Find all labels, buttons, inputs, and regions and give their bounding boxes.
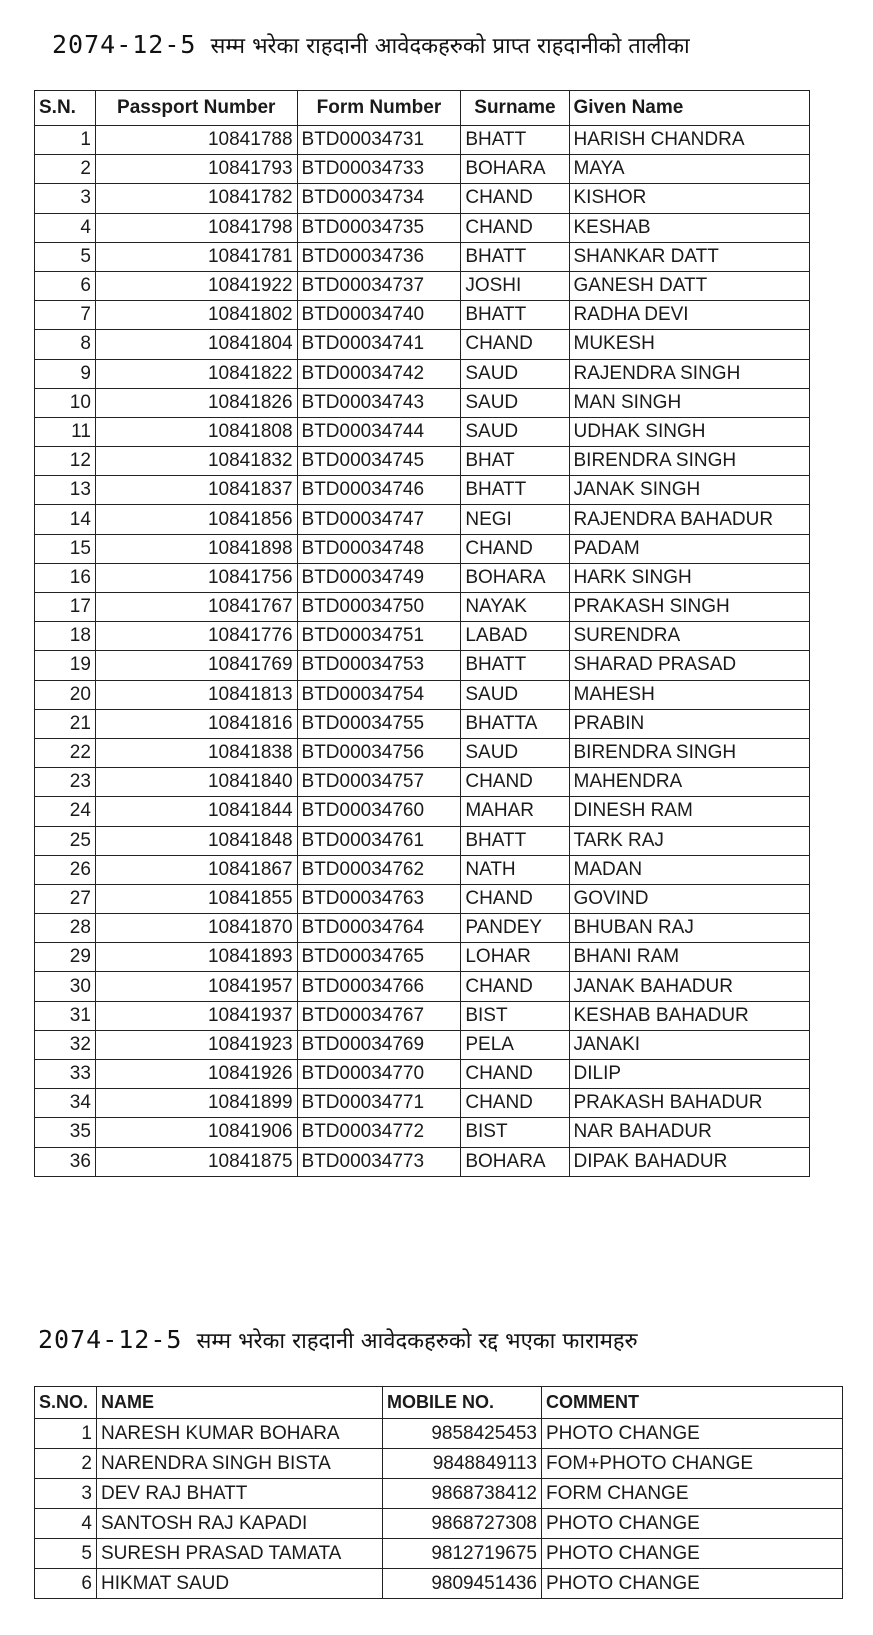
cell-form-number: BTD00034736 <box>297 242 461 271</box>
cell-sn: 9 <box>35 359 96 388</box>
cell-comment: FOM+PHOTO CHANGE <box>542 1449 843 1479</box>
table-row <box>35 1118 810 1147</box>
cell-form-number: BTD00034733 <box>297 155 461 184</box>
cell-given-name: MAHESH <box>569 680 810 709</box>
cell-surname: BHATT <box>461 826 569 855</box>
cell-passport-number: 10841906 <box>95 1118 297 1147</box>
cell-mobile-no: 9848849113 <box>383 1449 542 1479</box>
cell-given-name: GOVIND <box>569 884 810 913</box>
cell-passport-number: 10841893 <box>95 943 297 972</box>
cell-given-name: MAHENDRA <box>569 768 810 797</box>
table-row <box>35 126 810 155</box>
cell-sn: 11 <box>35 417 96 446</box>
cell-form-number: BTD00034767 <box>297 1001 461 1030</box>
cell-sn: 29 <box>35 943 96 972</box>
table-row <box>35 476 810 505</box>
table-row <box>35 155 810 184</box>
cell-form-number: BTD00034762 <box>297 855 461 884</box>
cell-given-name: BIRENDRA SINGH <box>569 447 810 476</box>
cell-passport-number: 10841844 <box>95 797 297 826</box>
cell-form-number: BTD00034746 <box>297 476 461 505</box>
cell-passport-number: 10841837 <box>95 476 297 505</box>
cell-surname: BHATTA <box>461 709 569 738</box>
cell-form-number: BTD00034740 <box>297 301 461 330</box>
cell-passport-number: 10841898 <box>95 534 297 563</box>
cell-sn: 24 <box>35 797 96 826</box>
cell-form-number: BTD00034742 <box>297 359 461 388</box>
cell-comment: PHOTO CHANGE <box>542 1539 843 1569</box>
title-text: सम्म भरेका राहदानी आवेदकहरुको रद्द भएका फारामहरु <box>196 1329 638 1354</box>
cell-passport-number: 10841804 <box>95 330 297 359</box>
cell-sn: 32 <box>35 1030 96 1059</box>
cell-given-name: BIRENDRA SINGH <box>569 738 810 767</box>
cell-passport-number: 10841816 <box>95 709 297 738</box>
title-date: 2074-12-5 <box>38 1325 183 1354</box>
cell-given-name: GANESH DATT <box>569 271 810 300</box>
cell-given-name: KESHAB BAHADUR <box>569 1001 810 1030</box>
cell-surname: JOSHI <box>461 271 569 300</box>
cell-form-number: BTD00034743 <box>297 388 461 417</box>
cell-sn: 13 <box>35 476 96 505</box>
cell-form-number: BTD00034763 <box>297 884 461 913</box>
table-row <box>35 1419 843 1449</box>
cell-passport-number: 10841802 <box>95 301 297 330</box>
table-row <box>35 505 810 534</box>
cell-passport-number: 10841926 <box>95 1060 297 1089</box>
cell-passport-number: 10841798 <box>95 213 297 242</box>
cell-passport-number: 10841867 <box>95 855 297 884</box>
cell-sn: 2 <box>35 155 96 184</box>
cell-form-number: BTD00034748 <box>297 534 461 563</box>
cell-given-name: HARISH CHANDRA <box>569 126 810 155</box>
table-row <box>35 1001 810 1030</box>
cell-given-name: RAJENDRA SINGH <box>569 359 810 388</box>
cell-form-number: BTD00034770 <box>297 1060 461 1089</box>
table-row <box>35 914 810 943</box>
cell-form-number: BTD00034751 <box>297 622 461 651</box>
cell-form-number: BTD00034737 <box>297 271 461 300</box>
cell-given-name: JANAK BAHADUR <box>569 972 810 1001</box>
cell-surname: SAUD <box>461 738 569 767</box>
cell-surname: CHAND <box>461 213 569 242</box>
cell-surname: NATH <box>461 855 569 884</box>
table-row <box>35 388 810 417</box>
title-text: सम्म भरेका राहदानी आवेदकहरुको प्राप्त राहदानीको तालीका <box>210 34 690 59</box>
cell-passport-number: 10841832 <box>95 447 297 476</box>
cell-passport-number: 10841793 <box>95 155 297 184</box>
table-row <box>35 359 810 388</box>
cell-passport-number: 10841776 <box>95 622 297 651</box>
cell-given-name: KESHAB <box>569 213 810 242</box>
column-header-comment: COMMENT <box>542 1387 843 1419</box>
cell-surname: BHATT <box>461 476 569 505</box>
cell-surname: CHAND <box>461 972 569 1001</box>
column-header-name: NAME <box>97 1387 383 1419</box>
cell-surname: CHAND <box>461 1060 569 1089</box>
cell-surname: BHATT <box>461 651 569 680</box>
cell-form-number: BTD00034764 <box>297 914 461 943</box>
cell-surname: BHAT <box>461 447 569 476</box>
table-row <box>35 301 810 330</box>
table-row <box>35 884 810 913</box>
cell-passport-number: 10841838 <box>95 738 297 767</box>
table-row <box>35 943 810 972</box>
cell-form-number: BTD00034747 <box>297 505 461 534</box>
cell-mobile-no: 9858425453 <box>383 1419 542 1449</box>
cell-form-number: BTD00034756 <box>297 738 461 767</box>
cell-given-name: PRABIN <box>569 709 810 738</box>
cell-form-number: BTD00034754 <box>297 680 461 709</box>
cell-passport-number: 10841840 <box>95 768 297 797</box>
cell-mobile-no: 9868727308 <box>383 1509 542 1539</box>
title-date: 2074-12-5 <box>52 30 197 59</box>
cell-sn: 36 <box>35 1147 96 1176</box>
table-header-row <box>35 91 810 126</box>
cell-given-name: RAJENDRA BAHADUR <box>569 505 810 534</box>
cell-given-name: SURENDRA <box>569 622 810 651</box>
cell-sn: 33 <box>35 1060 96 1089</box>
cell-form-number: BTD00034761 <box>297 826 461 855</box>
table-row <box>35 1539 843 1569</box>
cell-surname: BHATT <box>461 126 569 155</box>
cell-given-name: PRAKASH BAHADUR <box>569 1089 810 1118</box>
cell-sn: 27 <box>35 884 96 913</box>
table-row <box>35 797 810 826</box>
cell-name: DEV RAJ BHATT <box>97 1479 383 1509</box>
cell-passport-number: 10841788 <box>95 126 297 155</box>
cell-passport-number: 10841769 <box>95 651 297 680</box>
cell-comment: FORM CHANGE <box>542 1479 843 1509</box>
cell-form-number: BTD00034755 <box>297 709 461 738</box>
cell-comment: PHOTO CHANGE <box>542 1569 843 1599</box>
cell-passport-number: 10841899 <box>95 1089 297 1118</box>
table-row <box>35 1147 810 1176</box>
table-row <box>35 622 810 651</box>
cell-passport-number: 10841922 <box>95 271 297 300</box>
cell-given-name: TARK RAJ <box>569 826 810 855</box>
cell-sn: 8 <box>35 330 96 359</box>
cell-sn: 19 <box>35 651 96 680</box>
table-row <box>35 768 810 797</box>
cell-surname: NEGI <box>461 505 569 534</box>
cell-mobile-no: 9812719675 <box>383 1539 542 1569</box>
cell-sn: 35 <box>35 1118 96 1147</box>
cell-surname: BHATT <box>461 242 569 271</box>
cell-surname: LABAD <box>461 622 569 651</box>
cell-name: NARESH KUMAR BOHARA <box>97 1419 383 1449</box>
column-header-surname: Surname <box>461 91 569 126</box>
cell-form-number: BTD00034765 <box>297 943 461 972</box>
cell-passport-number: 10841848 <box>95 826 297 855</box>
cell-form-number: BTD00034734 <box>297 184 461 213</box>
cell-surname: CHAND <box>461 184 569 213</box>
cell-given-name: PRAKASH SINGH <box>569 593 810 622</box>
cell-given-name: MADAN <box>569 855 810 884</box>
table-row <box>35 563 810 592</box>
cell-given-name: KISHOR <box>569 184 810 213</box>
cell-surname: BIST <box>461 1001 569 1030</box>
cell-given-name: PADAM <box>569 534 810 563</box>
cell-passport-number: 10841856 <box>95 505 297 534</box>
cell-sn: 7 <box>35 301 96 330</box>
cell-surname: CHAND <box>461 768 569 797</box>
cell-sn: 6 <box>35 271 96 300</box>
cell-passport-number: 10841767 <box>95 593 297 622</box>
cell-form-number: BTD00034731 <box>297 126 461 155</box>
cell-sn: 10 <box>35 388 96 417</box>
cell-sn: 16 <box>35 563 96 592</box>
cell-surname: SAUD <box>461 359 569 388</box>
cell-passport-number: 10841923 <box>95 1030 297 1059</box>
table-row <box>35 738 810 767</box>
cell-comment: PHOTO CHANGE <box>542 1419 843 1449</box>
table-row <box>35 271 810 300</box>
received-passports-table <box>34 90 810 1177</box>
table-row <box>35 1030 810 1059</box>
table-row <box>35 593 810 622</box>
cell-mobile-no: 9868738412 <box>383 1479 542 1509</box>
cell-sn: 22 <box>35 738 96 767</box>
cell-given-name: SHARAD PRASAD <box>569 651 810 680</box>
cell-form-number: BTD00034757 <box>297 768 461 797</box>
cell-given-name: BHUBAN RAJ <box>569 914 810 943</box>
cell-form-number: BTD00034749 <box>297 563 461 592</box>
cell-form-number: BTD00034750 <box>297 593 461 622</box>
cell-given-name: BHANI RAM <box>569 943 810 972</box>
cell-passport-number: 10841875 <box>95 1147 297 1176</box>
table-row <box>35 417 810 446</box>
cell-name: SANTOSH RAJ KAPADI <box>97 1509 383 1539</box>
cell-surname: BIST <box>461 1118 569 1147</box>
cell-given-name: MAYA <box>569 155 810 184</box>
cell-sn: 25 <box>35 826 96 855</box>
cell-surname: PELA <box>461 1030 569 1059</box>
cell-surname: BHATT <box>461 301 569 330</box>
cell-form-number: BTD00034771 <box>297 1089 461 1118</box>
cell-form-number: BTD00034769 <box>297 1030 461 1059</box>
cell-given-name: MUKESH <box>569 330 810 359</box>
cell-form-number: BTD00034741 <box>297 330 461 359</box>
cell-sn: 17 <box>35 593 96 622</box>
cell-surname: CHAND <box>461 884 569 913</box>
cell-surname: MAHAR <box>461 797 569 826</box>
cell-name: HIKMAT SAUD <box>97 1569 383 1599</box>
table-row <box>35 447 810 476</box>
table-row <box>35 1060 810 1089</box>
cell-surname: SAUD <box>461 680 569 709</box>
table-row <box>35 184 810 213</box>
table-row <box>35 680 810 709</box>
cell-sn: 20 <box>35 680 96 709</box>
cell-given-name: JANAK SINGH <box>569 476 810 505</box>
table-row <box>35 1479 843 1509</box>
cell-given-name: NAR BAHADUR <box>569 1118 810 1147</box>
cell-given-name: DIPAK BAHADUR <box>569 1147 810 1176</box>
cell-surname: BOHARA <box>461 1147 569 1176</box>
cell-sno: 6 <box>35 1569 97 1599</box>
cell-surname: BOHARA <box>461 563 569 592</box>
cell-sno: 5 <box>35 1539 97 1569</box>
cell-surname: SAUD <box>461 417 569 446</box>
cell-passport-number: 10841870 <box>95 914 297 943</box>
cell-name: SURESH PRASAD TAMATA <box>97 1539 383 1569</box>
table-row <box>35 1569 843 1599</box>
cell-form-number: BTD00034772 <box>297 1118 461 1147</box>
cell-surname: SAUD <box>461 388 569 417</box>
cell-surname: BOHARA <box>461 155 569 184</box>
cell-given-name: MAN SINGH <box>569 388 810 417</box>
cell-sn: 31 <box>35 1001 96 1030</box>
cell-sn: 18 <box>35 622 96 651</box>
cell-sn: 30 <box>35 972 96 1001</box>
cell-passport-number: 10841957 <box>95 972 297 1001</box>
cell-sno: 2 <box>35 1449 97 1479</box>
cell-passport-number: 10841813 <box>95 680 297 709</box>
cell-sn: 26 <box>35 855 96 884</box>
cell-surname: CHAND <box>461 1089 569 1118</box>
cell-sn: 12 <box>35 447 96 476</box>
table-row <box>35 242 810 271</box>
cancelled-forms-title <box>38 1325 638 1355</box>
cell-given-name: DILIP <box>569 1060 810 1089</box>
cell-form-number: BTD00034744 <box>297 417 461 446</box>
cell-given-name: JANAKI <box>569 1030 810 1059</box>
cell-sn: 23 <box>35 768 96 797</box>
table-row <box>35 826 810 855</box>
column-header-passport-number: Passport Number <box>95 91 297 126</box>
cell-given-name: SHANKAR DATT <box>569 242 810 271</box>
cell-sn: 1 <box>35 126 96 155</box>
cell-form-number: BTD00034760 <box>297 797 461 826</box>
cell-sn: 5 <box>35 242 96 271</box>
cell-form-number: BTD00034766 <box>297 972 461 1001</box>
cell-given-name: UDHAK SINGH <box>569 417 810 446</box>
cell-surname: NAYAK <box>461 593 569 622</box>
cell-passport-number: 10841756 <box>95 563 297 592</box>
column-header-given-name: Given Name <box>569 91 810 126</box>
cell-form-number: BTD00034745 <box>297 447 461 476</box>
table-row <box>35 1089 810 1118</box>
cell-sn: 14 <box>35 505 96 534</box>
table-header-row <box>35 1387 843 1419</box>
table-row <box>35 651 810 680</box>
table-row <box>35 1449 843 1479</box>
cell-surname: CHAND <box>461 534 569 563</box>
table-row <box>35 534 810 563</box>
column-header-sn: S.N. <box>35 91 96 126</box>
cell-given-name: HARK SINGH <box>569 563 810 592</box>
cell-surname: LOHAR <box>461 943 569 972</box>
cell-passport-number: 10841937 <box>95 1001 297 1030</box>
table-row <box>35 330 810 359</box>
cell-surname: CHAND <box>461 330 569 359</box>
cell-form-number: BTD00034773 <box>297 1147 461 1176</box>
cell-sno: 4 <box>35 1509 97 1539</box>
cell-surname: PANDEY <box>461 914 569 943</box>
column-header-form-number: Form Number <box>297 91 461 126</box>
cell-form-number: BTD00034735 <box>297 213 461 242</box>
column-header-mobile-no: MOBILE NO. <box>383 1387 542 1419</box>
cell-comment: PHOTO CHANGE <box>542 1509 843 1539</box>
column-header-sno: S.NO. <box>35 1387 97 1419</box>
cell-sn: 21 <box>35 709 96 738</box>
cell-sno: 1 <box>35 1419 97 1449</box>
cell-given-name: DINESH RAM <box>569 797 810 826</box>
table-row <box>35 213 810 242</box>
cell-sn: 28 <box>35 914 96 943</box>
cell-passport-number: 10841822 <box>95 359 297 388</box>
cell-sn: 4 <box>35 213 96 242</box>
cell-form-number: BTD00034753 <box>297 651 461 680</box>
cell-sno: 3 <box>35 1479 97 1509</box>
cell-passport-number: 10841826 <box>95 388 297 417</box>
table-row <box>35 1509 843 1539</box>
cell-sn: 15 <box>35 534 96 563</box>
cell-given-name: RADHA DEVI <box>569 301 810 330</box>
cell-name: NARENDRA SINGH BISTA <box>97 1449 383 1479</box>
table-row <box>35 855 810 884</box>
cancelled-forms-table <box>34 1386 843 1599</box>
cell-sn: 34 <box>35 1089 96 1118</box>
table-row <box>35 972 810 1001</box>
cell-sn: 3 <box>35 184 96 213</box>
table-row <box>35 709 810 738</box>
cell-mobile-no: 9809451436 <box>383 1569 542 1599</box>
cell-passport-number: 10841855 <box>95 884 297 913</box>
received-passports-title <box>52 30 690 60</box>
cell-passport-number: 10841781 <box>95 242 297 271</box>
cell-passport-number: 10841782 <box>95 184 297 213</box>
cell-passport-number: 10841808 <box>95 417 297 446</box>
